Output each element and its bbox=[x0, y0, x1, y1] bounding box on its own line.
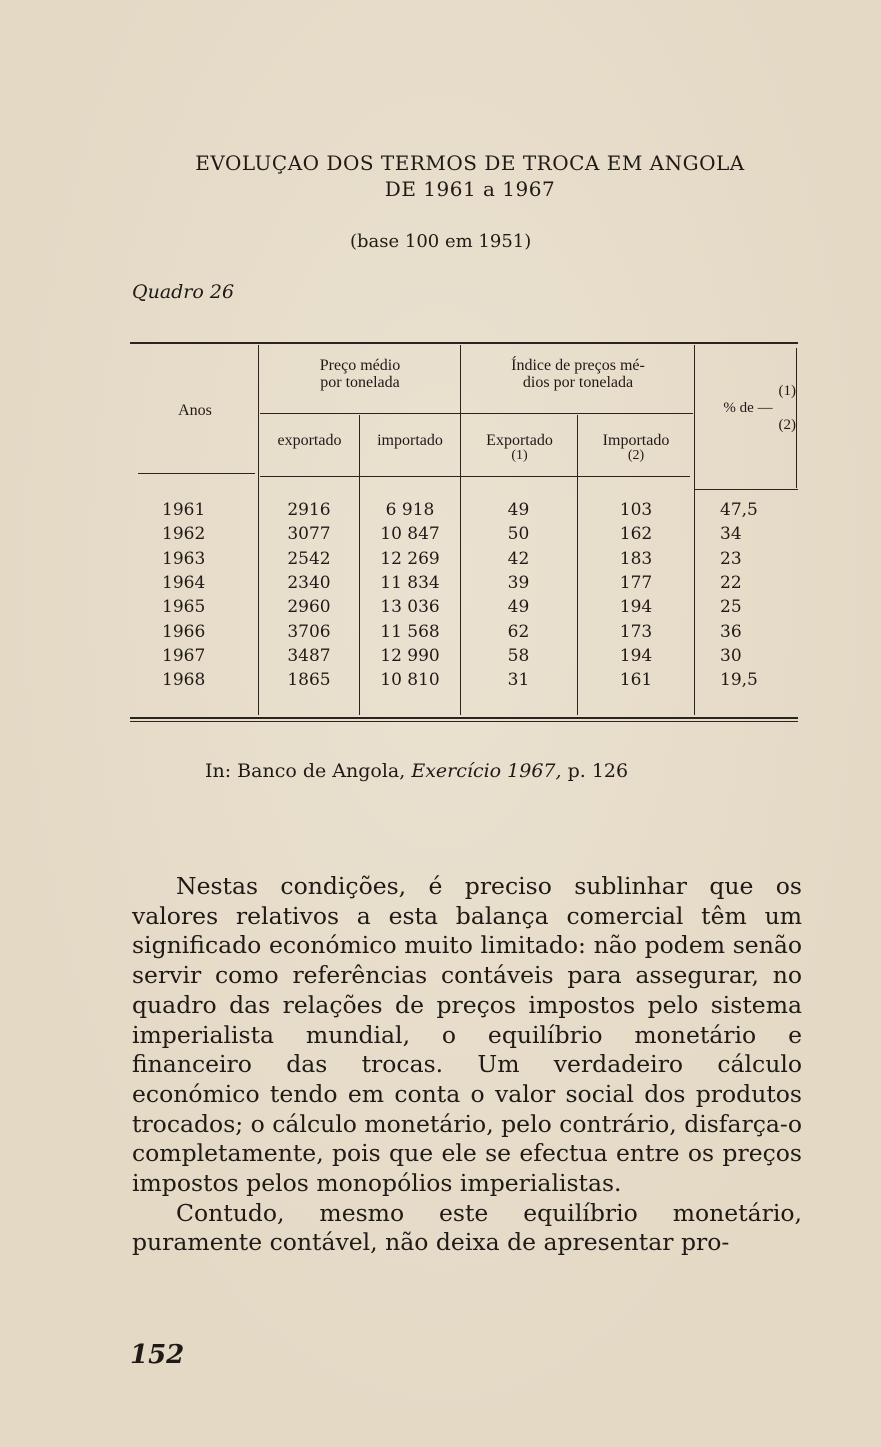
table-cell-pct: 36 bbox=[720, 621, 742, 642]
table-cell-year: 1967 bbox=[162, 645, 206, 666]
header-exportado-index-note: (1) bbox=[511, 448, 528, 463]
header-indice-line2: dios por tonelada bbox=[522, 374, 634, 391]
title-line-2: DE 1961 a 1967 bbox=[384, 177, 556, 201]
table-cell-imp: 11 834 bbox=[380, 572, 440, 593]
header-anos: Anos bbox=[178, 402, 212, 419]
table-cell-iimp: 177 bbox=[619, 572, 653, 593]
page-title bbox=[100, 150, 840, 202]
table-cell-pct: 30 bbox=[720, 645, 742, 666]
trade-terms-table bbox=[130, 340, 798, 720]
paragraph-2: Contudo, mesmo este equilíbrio monetário, puramente contável, não deixa de apresentar pro- bbox=[132, 1198, 802, 1257]
table-cell-imp: 13 036 bbox=[380, 597, 440, 618]
table-cell-imp: 6 918 bbox=[385, 500, 435, 520]
table-cell-iimp: 173 bbox=[619, 621, 653, 642]
table-number: Quadro 26 bbox=[132, 281, 235, 303]
table-cell-year: 1964 bbox=[162, 572, 206, 593]
paragraph-1: Nestas condições, é preciso sublinhar que os valores relativos a esta balança comercial têm um significado económico muito limitado: não podem senão servir como referências contáveis para assegurar, no quadro das relações de preços impostos pelo sistema imperialista mundial, o equilíbrio monetário e financeiro das trocas. Um verdadeiro cálculo económico tendo em conta o valor social dos produtos trocados; o cálculo monetário, pelo contrário, disfarça-o completamente, pois que ele se efectua entre os preços impostos pelos monopólios imperialistas. bbox=[132, 872, 803, 1198]
table-cell-pct: 25 bbox=[720, 597, 742, 618]
table-cell-pct: 22 bbox=[720, 572, 742, 593]
source-citation bbox=[205, 760, 628, 782]
table-cell-year: 1966 bbox=[162, 621, 206, 642]
table-cell-exp: 1865 bbox=[287, 670, 331, 691]
table-cell-iexp: 62 bbox=[507, 621, 530, 642]
header-importado: importado bbox=[377, 432, 443, 449]
table-cell-imp: 10 810 bbox=[380, 670, 440, 691]
header-percent-numerator: (1) bbox=[778, 383, 796, 399]
table-cell-iimp: 103 bbox=[619, 500, 653, 520]
source-suffix: p. 126 bbox=[567, 760, 629, 782]
page-number: 152 bbox=[130, 1340, 185, 1370]
table-cell-pct: 23 bbox=[720, 548, 742, 569]
table-cell-iimp: 161 bbox=[619, 670, 653, 691]
table-cell-iimp: 194 bbox=[619, 645, 653, 666]
table-cell-iexp: 49 bbox=[507, 597, 530, 618]
base-note: (base 100 em 1951) bbox=[350, 231, 532, 252]
header-importado-index-note: (2) bbox=[627, 448, 645, 463]
title-line-1: EVOLUÇAO DOS TERMOS DE TROCA EM ANGOLA bbox=[195, 151, 745, 175]
table-body bbox=[130, 340, 798, 720]
table-cell-imp: 10 847 bbox=[380, 524, 440, 545]
header-indice-line1: Índice de preços mé- bbox=[511, 357, 645, 374]
table-cell-exp: 3487 bbox=[287, 645, 331, 666]
source-prefix: In: Banco de Angola, bbox=[205, 760, 406, 782]
table-cell-exp: 2542 bbox=[287, 548, 331, 569]
header-percent-denominator: (2) bbox=[778, 417, 796, 433]
header-percent-label: % de — bbox=[723, 400, 773, 416]
table-cell-pct: 19,5 bbox=[720, 670, 758, 691]
table-cell-iimp: 162 bbox=[619, 524, 653, 545]
table-cell-exp: 2916 bbox=[287, 500, 331, 520]
table-cell-exp: 2340 bbox=[287, 572, 331, 593]
table-cell-iexp: 39 bbox=[507, 572, 530, 593]
table-cell-iexp: 42 bbox=[507, 548, 530, 569]
table-cell-imp: 12 990 bbox=[380, 645, 440, 666]
table-cell-exp: 3077 bbox=[287, 524, 331, 545]
table-cell-iimp: 194 bbox=[619, 597, 653, 618]
table-cell-exp: 2960 bbox=[287, 597, 331, 618]
table-cell-iexp: 49 bbox=[507, 500, 530, 520]
body-text bbox=[132, 872, 802, 1258]
table-cell-year: 1965 bbox=[162, 597, 206, 618]
header-preco-medio-line2: por tonelada bbox=[320, 374, 400, 391]
table-cell-iexp: 31 bbox=[507, 670, 530, 691]
table-cell-year: 1961 bbox=[162, 500, 206, 520]
table-cell-pct: 47,5 bbox=[720, 500, 758, 520]
table-bottom-rule-2 bbox=[130, 721, 798, 722]
table-cell-year: 1968 bbox=[162, 670, 206, 691]
header-exportado: exportado bbox=[277, 432, 342, 449]
table-cell-iexp: 50 bbox=[507, 524, 530, 545]
table-cell-imp: 11 568 bbox=[380, 621, 440, 642]
table-cell-iexp: 58 bbox=[507, 645, 530, 666]
source-italic-title: Exercício 1967, bbox=[411, 760, 562, 782]
header-importado-index-label: Importado bbox=[602, 432, 670, 449]
table-cell-imp: 12 269 bbox=[380, 548, 440, 569]
table-cell-iimp: 183 bbox=[619, 548, 653, 569]
table-cell-exp: 3706 bbox=[287, 621, 331, 642]
table-cell-year: 1962 bbox=[162, 524, 206, 545]
header-exportado-index-label: Exportado bbox=[486, 432, 553, 449]
table-cell-year: 1963 bbox=[162, 548, 206, 569]
header-preco-medio-line1: Preço médio bbox=[319, 357, 401, 374]
table-cell-pct: 34 bbox=[720, 524, 742, 545]
